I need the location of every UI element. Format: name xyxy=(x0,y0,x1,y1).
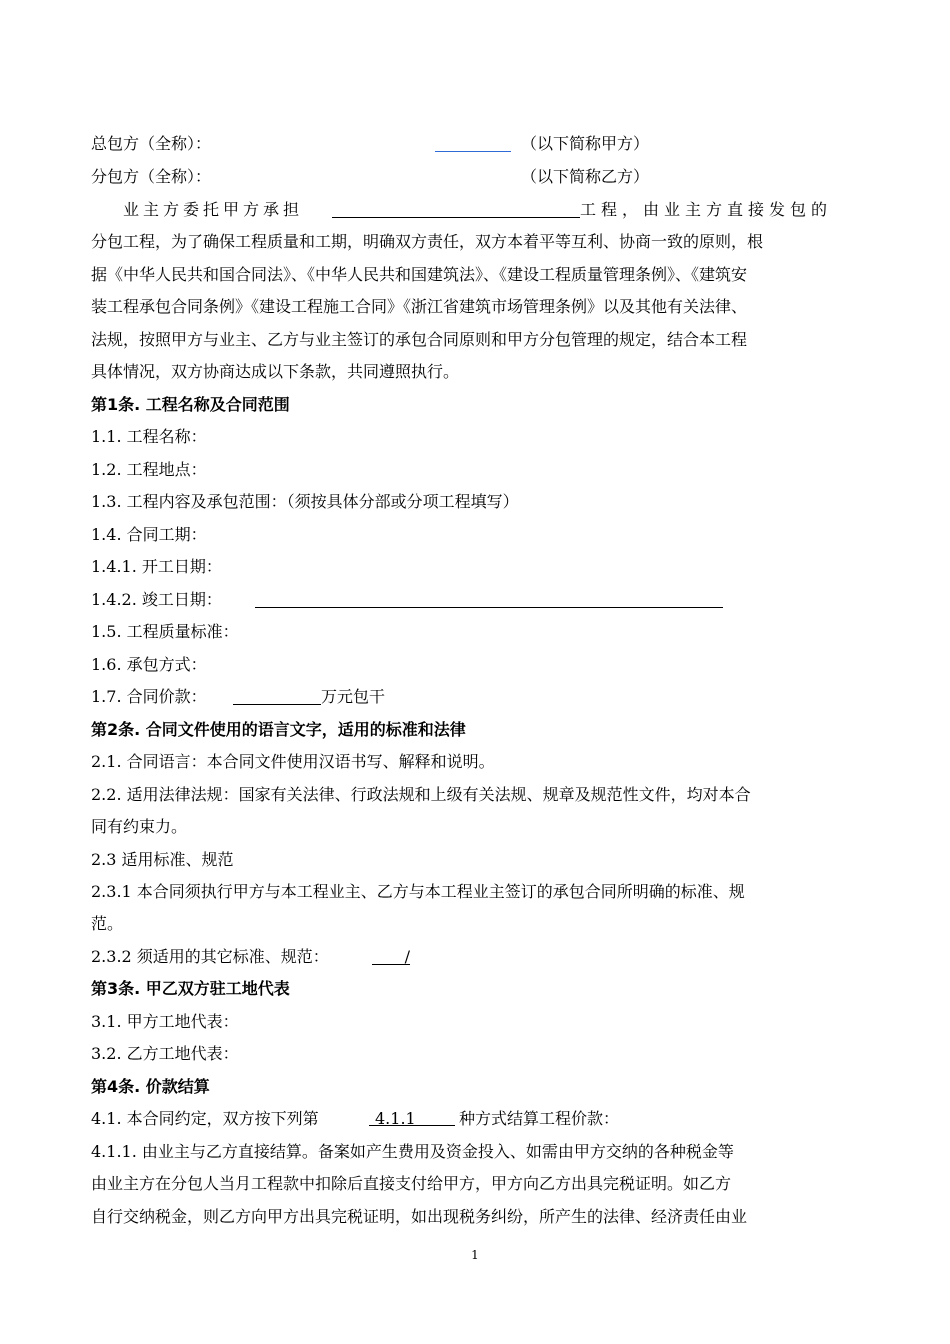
item-2-3-1-line-2: 范。 xyxy=(91,914,124,933)
item-1-5: 1.5. 工程质量标准： xyxy=(91,622,239,641)
item-2-3-2: 2.3.2 须适用的其它标准、规范： xyxy=(91,947,329,966)
item-2-1: 2.1. 合同语言：本合同文件使用汉语书写、解释和说明。 xyxy=(91,752,495,771)
item-1-6: 1.6. 承包方式： xyxy=(91,655,207,674)
item-1-2: 1.2. 工程地点： xyxy=(91,460,207,479)
item-4-1-line xyxy=(91,1109,861,1129)
item-1-4-2-line xyxy=(91,590,861,610)
intro-line-2: 分包工程，为了确保工程质量和工期，明确双方责任，双方本着平等互利、协商一致的原则，根 xyxy=(91,232,764,251)
item-1-4-2: 1.4.2. 竣工日期： xyxy=(91,590,222,609)
item-4-1-suffix: 种方式结算工程价款： xyxy=(459,1109,620,1128)
item-1-4-1: 1.4.1. 开工日期： xyxy=(91,557,222,576)
completion-date-blank xyxy=(255,590,723,608)
item-1-7-line xyxy=(91,687,861,707)
item-1-4: 1.4. 合同工期： xyxy=(91,525,207,544)
intro-line-6: 具体情况，双方协商达成以下条款，共同遵照执行。 xyxy=(91,362,460,381)
item-4-1-1-line-3: 自行交纳税金，则乙方向甲方出具完税证明，如出现税务纠纷，所产生的法律、经济责任由业 xyxy=(91,1207,748,1226)
item-2-3: 2.3 适用标准、规范 xyxy=(91,850,234,869)
item-2-3-2-line xyxy=(91,947,861,967)
page-number: 1 xyxy=(471,1248,479,1262)
general-contractor-label: 总包方（全称）： xyxy=(91,134,212,153)
item-4-1-1-line-1: 4.1.1. 由业主与乙方直接结算。备案如产生费用及资金投入、如需由甲方交纳的各种税金等 xyxy=(91,1142,734,1161)
project-name-blank xyxy=(332,200,580,218)
article-3-title: 第3条. 甲乙双方驻工地代表 xyxy=(91,979,290,998)
settlement-method-value: 4.1.1 xyxy=(369,1109,455,1126)
intro-line-4: 装工程承包合同条例》《建设工程施工合同》《浙江省建筑市场管理条例》以及其他有关法律、 xyxy=(91,297,748,316)
article-1-title: 第1条. 工程名称及合同范围 xyxy=(91,395,290,414)
item-4-1-label: 4.1. 本合同约定，双方按下列第 xyxy=(91,1109,319,1128)
contract-price-blank xyxy=(233,687,321,705)
intro-line-3: 据《中华人民共和国合同法》、《中华人民共和国建筑法》、《建设工程质量管理条例》、《建筑安 xyxy=(91,265,748,284)
item-2-2-line-2: 同有约束力。 xyxy=(91,817,188,836)
article-4-title: 第4条. 价款结算 xyxy=(91,1077,210,1096)
intro-line-5: 法规，按照甲方与业主、乙方与业主签订的承包合同原则和甲方分包管理的规定，结合本工程 xyxy=(91,330,748,349)
general-contractor-abbr: （以下简称甲方） xyxy=(521,134,650,153)
item-1-3: 1.3. 工程内容及承包范围：（须按具体分部或分项工程填写） xyxy=(91,492,519,511)
general-contractor-line xyxy=(91,134,861,154)
item-2-3-1-line-1: 2.3.1 本合同须执行甲方与本工程业主、乙方与本工程业主签订的承包合同所明确的标准、规 xyxy=(91,882,745,901)
general-contractor-blank xyxy=(435,134,511,152)
subcontractor-label: 分包方（全称）： xyxy=(91,167,212,186)
item-1-1: 1.1. 工程名称： xyxy=(91,427,207,446)
intro-part1: 业主方委托甲方承担 xyxy=(123,200,304,219)
subcontractor-abbr: （以下简称乙方） xyxy=(521,167,650,186)
article-2-title: 第2条. 合同文件使用的语言文字，适用的标准和法律 xyxy=(91,720,466,739)
other-standards-value: / xyxy=(372,947,410,965)
item-1-7-unit: 万元包干 xyxy=(321,687,386,706)
item-3-1: 3.1. 甲方工地代表： xyxy=(91,1012,239,1031)
item-3-2: 3.2. 乙方工地代表： xyxy=(91,1044,239,1063)
subcontractor-line xyxy=(91,167,861,187)
item-1-7-label: 1.7. 合同价款： xyxy=(91,687,207,706)
item-2-2-line-1: 2.2. 适用法律法规：国家有关法律、行政法规和上级有关法规、规章及规范性文件，均对本合 xyxy=(91,785,751,804)
item-4-1-1-line-2: 由业主方在分包人当月工程款中扣除后直接支付给甲方，甲方向乙方出具完税证明。如乙方 xyxy=(91,1174,732,1193)
intro-part2: 工程，由业主方直接发包的 xyxy=(580,200,833,219)
